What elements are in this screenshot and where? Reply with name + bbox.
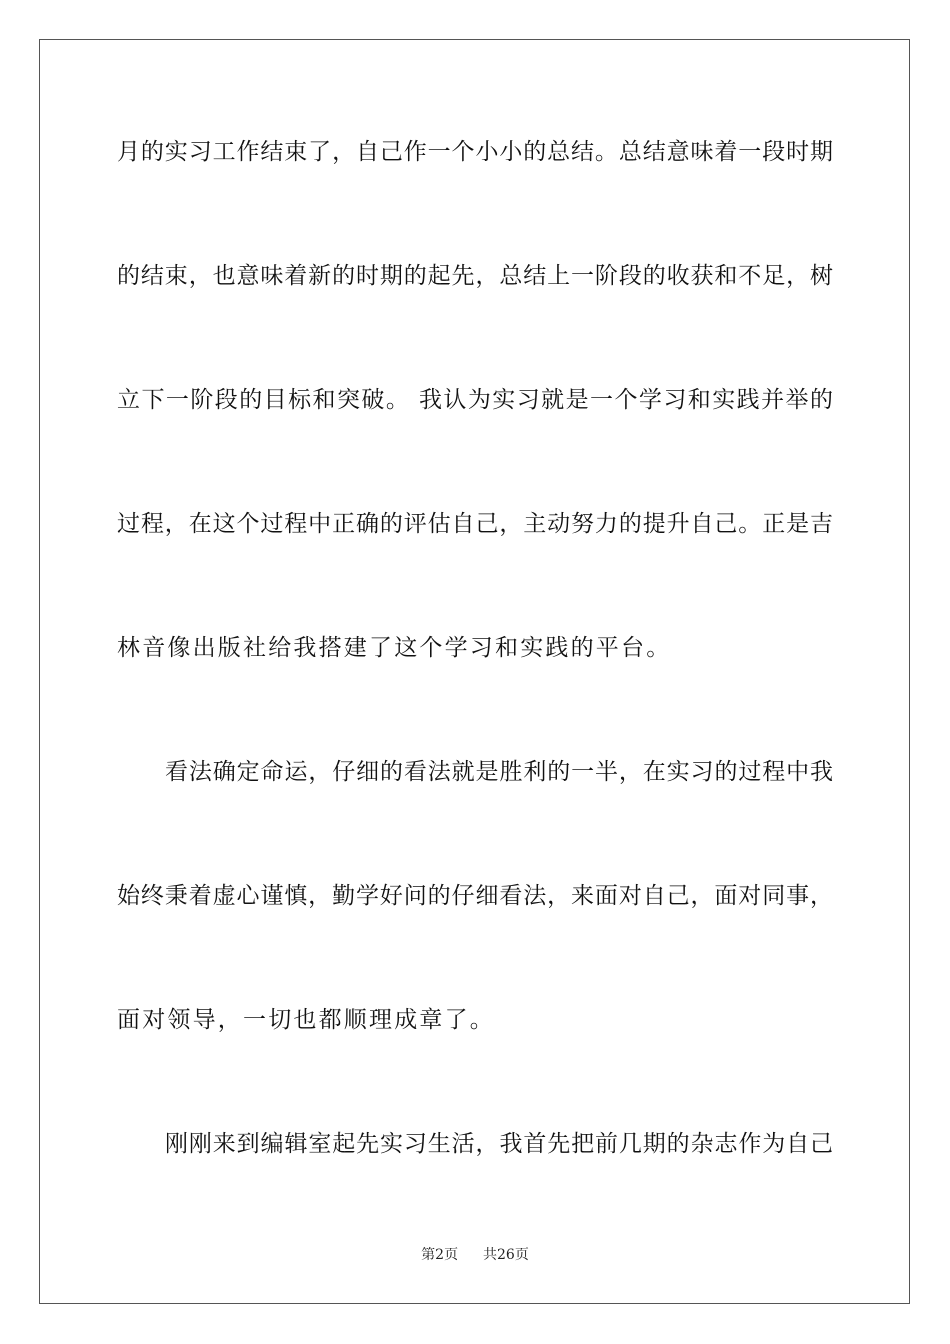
paragraph-first-line: 看法确定命运，仔细的看法就是胜利的一半，在实习的过程中我	[165, 759, 833, 785]
text-line: 月的实习工作结束了，自己作一个小小的总结。总结意味着一段时期	[117, 139, 833, 165]
text-line: 始终秉着虚心谨慎，勤学好问的仔细看法，来面对自己，面对同事，	[117, 883, 833, 909]
page-footer	[0, 1246, 950, 1264]
text-line: 林音像出版社给我搭建了这个学习和实践的平台。	[117, 635, 672, 661]
text-line: 面对领导，一切也都顺理成章了。	[117, 1007, 495, 1033]
page-border	[39, 39, 910, 1304]
page-number: 第2页	[421, 1247, 459, 1263]
text-line: 立下一阶段的目标和突破。 我认为实习就是一个学习和实践并举的	[117, 387, 833, 413]
page-total: 共26页	[483, 1247, 529, 1263]
text-line: 过程，在这个过程中正确的评估自己，主动努力的提升自己。正是吉	[117, 511, 833, 537]
text-line: 的结束，也意味着新的时期的起先，总结上一阶段的收获和不足，树	[117, 263, 833, 289]
paragraph-first-line: 刚刚来到编辑室起先实习生活，我首先把前几期的杂志作为自己	[165, 1131, 833, 1157]
